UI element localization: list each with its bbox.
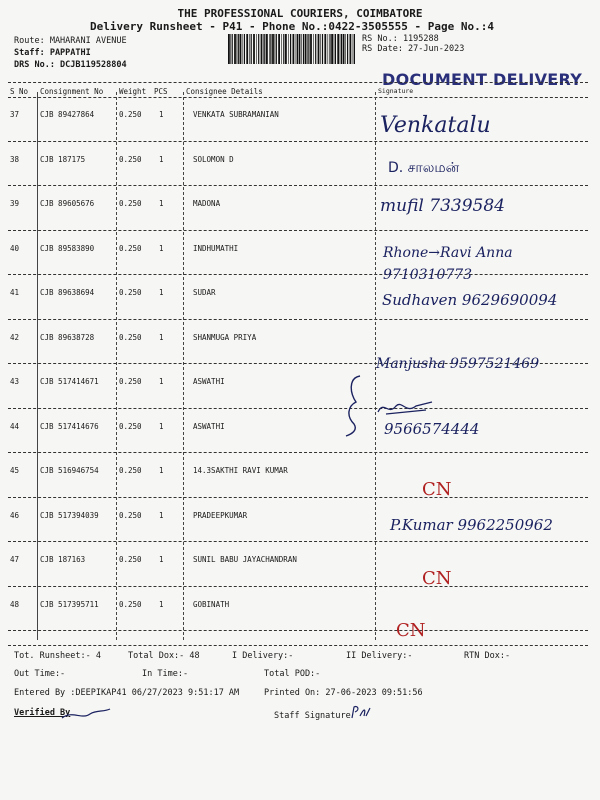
row-sno: 45 xyxy=(10,466,20,475)
signature-38: D. சாலமன் xyxy=(388,160,460,176)
barcode-bar xyxy=(324,34,326,64)
barcode-bar xyxy=(240,34,242,64)
row-divider xyxy=(8,319,588,320)
barcode-bar xyxy=(296,34,297,64)
barcode-bar xyxy=(328,34,329,64)
row-sno: 39 xyxy=(10,199,20,208)
cn-mark-47: CN xyxy=(422,568,452,589)
row-consignment: CJB 516946754 xyxy=(40,466,99,475)
drs-number: DRS No.: DCJB119528804 xyxy=(14,60,127,70)
barcode-bar xyxy=(345,34,346,64)
col-consignment: Consignment No xyxy=(40,87,104,96)
signature-40: Rhone→Ravi Anna 9710310773 xyxy=(383,245,513,283)
signature-44-mark xyxy=(376,398,436,418)
ii-delivery: II Delivery:- xyxy=(346,651,413,661)
row-sno: 43 xyxy=(10,377,20,386)
row-sno: 48 xyxy=(10,599,20,609)
barcode-bar xyxy=(256,34,257,64)
row-weight: 0.250 xyxy=(119,199,142,208)
barcode-bar xyxy=(347,34,348,64)
verifier-signature xyxy=(60,706,112,722)
barcode-bar xyxy=(237,34,238,64)
barcode xyxy=(228,34,356,64)
barcode-bar xyxy=(253,34,255,64)
barcode-bar xyxy=(290,34,291,64)
row-sno: 47 xyxy=(10,555,20,564)
row-weight: 0.250 xyxy=(119,377,142,386)
tot-runsheet: Tot. Runsheet:- 4 xyxy=(14,651,101,661)
row-divider xyxy=(8,541,588,542)
row-sno: 42 xyxy=(10,332,20,342)
barcode-bar xyxy=(335,34,336,64)
entered-by: Entered By :DEEPIKAP41 06/27/2023 9:51:17 AM xyxy=(14,688,240,698)
row-divider xyxy=(8,230,588,231)
row-sno: 44 xyxy=(10,421,20,431)
row-weight: 0.250 xyxy=(119,599,142,609)
barcode-bar xyxy=(242,34,243,64)
row-weight: 0.250 xyxy=(119,154,142,164)
row-weight: 0.250 xyxy=(119,466,142,475)
barcode-bar xyxy=(238,34,239,64)
barcode-bar xyxy=(269,34,270,64)
total-pod: Total POD:- xyxy=(264,669,321,679)
row-consignment: CJB 89638728 xyxy=(40,332,95,342)
barcode-bar xyxy=(299,34,301,64)
row-weight: 0.250 xyxy=(119,332,142,342)
row-weight: 0.250 xyxy=(119,555,142,564)
barcode-bar xyxy=(263,34,264,64)
row-sno: 46 xyxy=(10,510,20,520)
barcode-bar xyxy=(230,34,231,64)
barcode-bar xyxy=(244,34,245,64)
company-title: THE PROFESSIONAL COURIERS, COIMBATORE xyxy=(177,7,423,20)
row-consignee: SHANMUGA PRIYA xyxy=(193,332,257,342)
barcode-bar xyxy=(272,34,274,64)
barcode-bar xyxy=(246,34,248,64)
row-consignment: CJB 517395711 xyxy=(40,599,99,609)
barcode-bar xyxy=(308,34,309,64)
row-weight: 0.250 xyxy=(119,243,142,253)
row-sno: 41 xyxy=(10,288,20,297)
barcode-bar xyxy=(315,34,316,64)
row-consignment: CJB 517414671 xyxy=(40,377,99,386)
row-consignee: ASWATHI xyxy=(193,377,225,386)
row-pcs: 1 xyxy=(159,466,164,475)
out-time: Out Time:- xyxy=(14,669,66,679)
barcode-bar xyxy=(340,34,341,64)
row-consignee: SOLOMON D xyxy=(193,154,234,164)
barcode-bar xyxy=(264,34,265,64)
printed-on: Printed On: 27-06-2023 09:51:56 xyxy=(264,688,423,698)
barcode-bar xyxy=(293,34,295,64)
row-sno: 37 xyxy=(10,110,20,119)
in-time: In Time:- xyxy=(142,669,189,679)
barcode-bar xyxy=(283,34,284,64)
barcode-bar xyxy=(353,34,354,64)
signature-37: Venkatalu xyxy=(380,113,491,138)
rs-date: RS Date: 27-Jun-2023 xyxy=(362,44,465,54)
staff-signature-mark xyxy=(350,704,372,720)
barcode-bar xyxy=(320,34,321,64)
staff-signature: Staff Signature xyxy=(274,711,351,721)
row-consignee: VENKATA SUBRAMANIAN xyxy=(193,110,279,119)
row-weight: 0.250 xyxy=(119,288,142,297)
row-pcs: 1 xyxy=(159,555,164,564)
col-weight: Weight xyxy=(119,87,147,96)
barcode-bar xyxy=(266,34,268,64)
footer-rule xyxy=(8,645,588,646)
row-consignee: MADONA xyxy=(193,199,221,208)
row-consignee: 14.3SAKTHI RAVI KUMAR xyxy=(193,466,288,475)
row-divider xyxy=(8,185,588,186)
row-consignee: INDHUMATHI xyxy=(193,243,239,253)
row-consignment: CJB 89583890 xyxy=(40,243,95,253)
col-pcs: PCS xyxy=(154,87,168,96)
barcode-bar xyxy=(275,34,276,64)
barcode-bar xyxy=(331,34,333,64)
brace-mark xyxy=(338,372,368,438)
row-consignee: SUDAR xyxy=(193,288,216,297)
row-pcs: 1 xyxy=(159,377,164,386)
header-rule-bottom xyxy=(8,97,588,98)
rs-number: RS No.: 1195288 xyxy=(362,34,439,44)
row-consignment: CJB 187175 xyxy=(40,154,86,164)
row-divider xyxy=(8,497,588,498)
verified-by: Verified By xyxy=(14,708,71,718)
barcode-bar xyxy=(276,34,277,64)
barcode-bar xyxy=(297,34,298,64)
row-pcs: 1 xyxy=(159,243,164,253)
row-consignee: PRADEEPKUMAR xyxy=(193,510,248,520)
signature-41: Sudhaven 9629690094 xyxy=(382,291,558,309)
signature-44: 9566574444 xyxy=(384,420,480,438)
row-weight: 0.250 xyxy=(119,110,142,119)
barcode-bar xyxy=(261,34,263,64)
signature-39: mufil 7339584 xyxy=(380,196,505,216)
barcode-bar xyxy=(322,34,323,64)
document-delivery-stamp: DOCUMENT DELIVERY xyxy=(382,70,583,89)
row-pcs: 1 xyxy=(159,154,164,164)
row-pcs: 1 xyxy=(159,332,164,342)
cn-mark-48: CN xyxy=(396,620,426,641)
barcode-bar xyxy=(281,34,282,64)
barcode-bar xyxy=(329,34,330,64)
row-sno: 40 xyxy=(10,243,20,253)
row-consignment: CJB 517394039 xyxy=(40,510,99,520)
col-divider xyxy=(183,92,184,640)
barcode-bar xyxy=(337,34,339,64)
row-pcs: 1 xyxy=(159,510,164,520)
row-divider xyxy=(8,408,588,409)
barcode-bar xyxy=(288,34,289,64)
col-consignee: Consignee Details xyxy=(186,87,263,96)
i-delivery: I Delivery:- xyxy=(232,651,294,661)
barcode-bar xyxy=(343,34,345,64)
barcode-bar xyxy=(341,34,342,64)
row-consignment: CJB 517414676 xyxy=(40,421,99,431)
row-pcs: 1 xyxy=(159,599,164,609)
barcode-bar xyxy=(303,34,304,64)
row-divider xyxy=(8,141,588,142)
barcode-bar xyxy=(305,34,307,64)
col-divider xyxy=(116,92,117,640)
row-consignment: CJB 89638694 xyxy=(40,288,95,297)
col-sno: S No xyxy=(10,87,29,96)
runsheet-title: Delivery Runsheet - P41 - Phone No.:0422-3505555 - Page No.:4 xyxy=(90,20,494,33)
row-consignment: CJB 187163 xyxy=(40,555,86,564)
signature-46: P.Kumar 9962250962 xyxy=(390,516,553,534)
total-dox: Total Dox:- 48 xyxy=(128,651,200,661)
row-consignment: CJB 89427864 xyxy=(40,110,95,119)
barcode-bar xyxy=(285,34,287,64)
barcode-bar xyxy=(310,34,312,64)
row-consignee: ASWATHI xyxy=(193,421,225,431)
barcode-bar xyxy=(249,34,250,64)
signature-43: Manjusha 9597521469 xyxy=(376,356,540,372)
barcode-bar xyxy=(228,34,230,64)
barcode-bar xyxy=(251,34,252,64)
rtn-dox: RTN Dox:- xyxy=(464,651,511,661)
row-divider xyxy=(8,452,588,453)
cn-mark-45: CN xyxy=(422,479,452,500)
barcode-bar xyxy=(234,34,236,64)
barcode-bar xyxy=(232,34,233,64)
route-label: Route: MAHARANI AVENUE xyxy=(14,36,127,46)
col-signature: Signature xyxy=(378,87,414,95)
row-weight: 0.250 xyxy=(119,421,142,431)
row-pcs: 1 xyxy=(159,199,164,208)
row-divider xyxy=(8,586,588,587)
barcode-bar xyxy=(350,34,352,64)
row-divider xyxy=(8,630,588,631)
row-consignment: CJB 89605676 xyxy=(40,199,95,208)
header-rule-top xyxy=(8,82,588,83)
col-divider xyxy=(37,92,38,640)
row-consignee: SUNIL BABU JAYACHANDRAN xyxy=(193,555,297,564)
barcode-bar xyxy=(318,34,320,64)
barcode-bar xyxy=(334,34,335,64)
barcode-bar xyxy=(301,34,302,64)
barcode-bar xyxy=(278,34,280,64)
barcode-bar xyxy=(307,34,308,64)
staff-label: Staff: PAPPATHI xyxy=(14,48,91,58)
row-weight: 0.250 xyxy=(119,510,142,520)
row-sno: 38 xyxy=(10,154,20,164)
barcode-bar xyxy=(313,34,314,64)
barcode-bar xyxy=(270,34,271,64)
row-pcs: 1 xyxy=(159,288,164,297)
row-pcs: 1 xyxy=(159,421,164,431)
row-consignee: GOBINATH xyxy=(193,599,230,609)
barcode-bar xyxy=(258,34,259,64)
row-pcs: 1 xyxy=(159,110,164,119)
barcode-bar xyxy=(354,34,355,64)
